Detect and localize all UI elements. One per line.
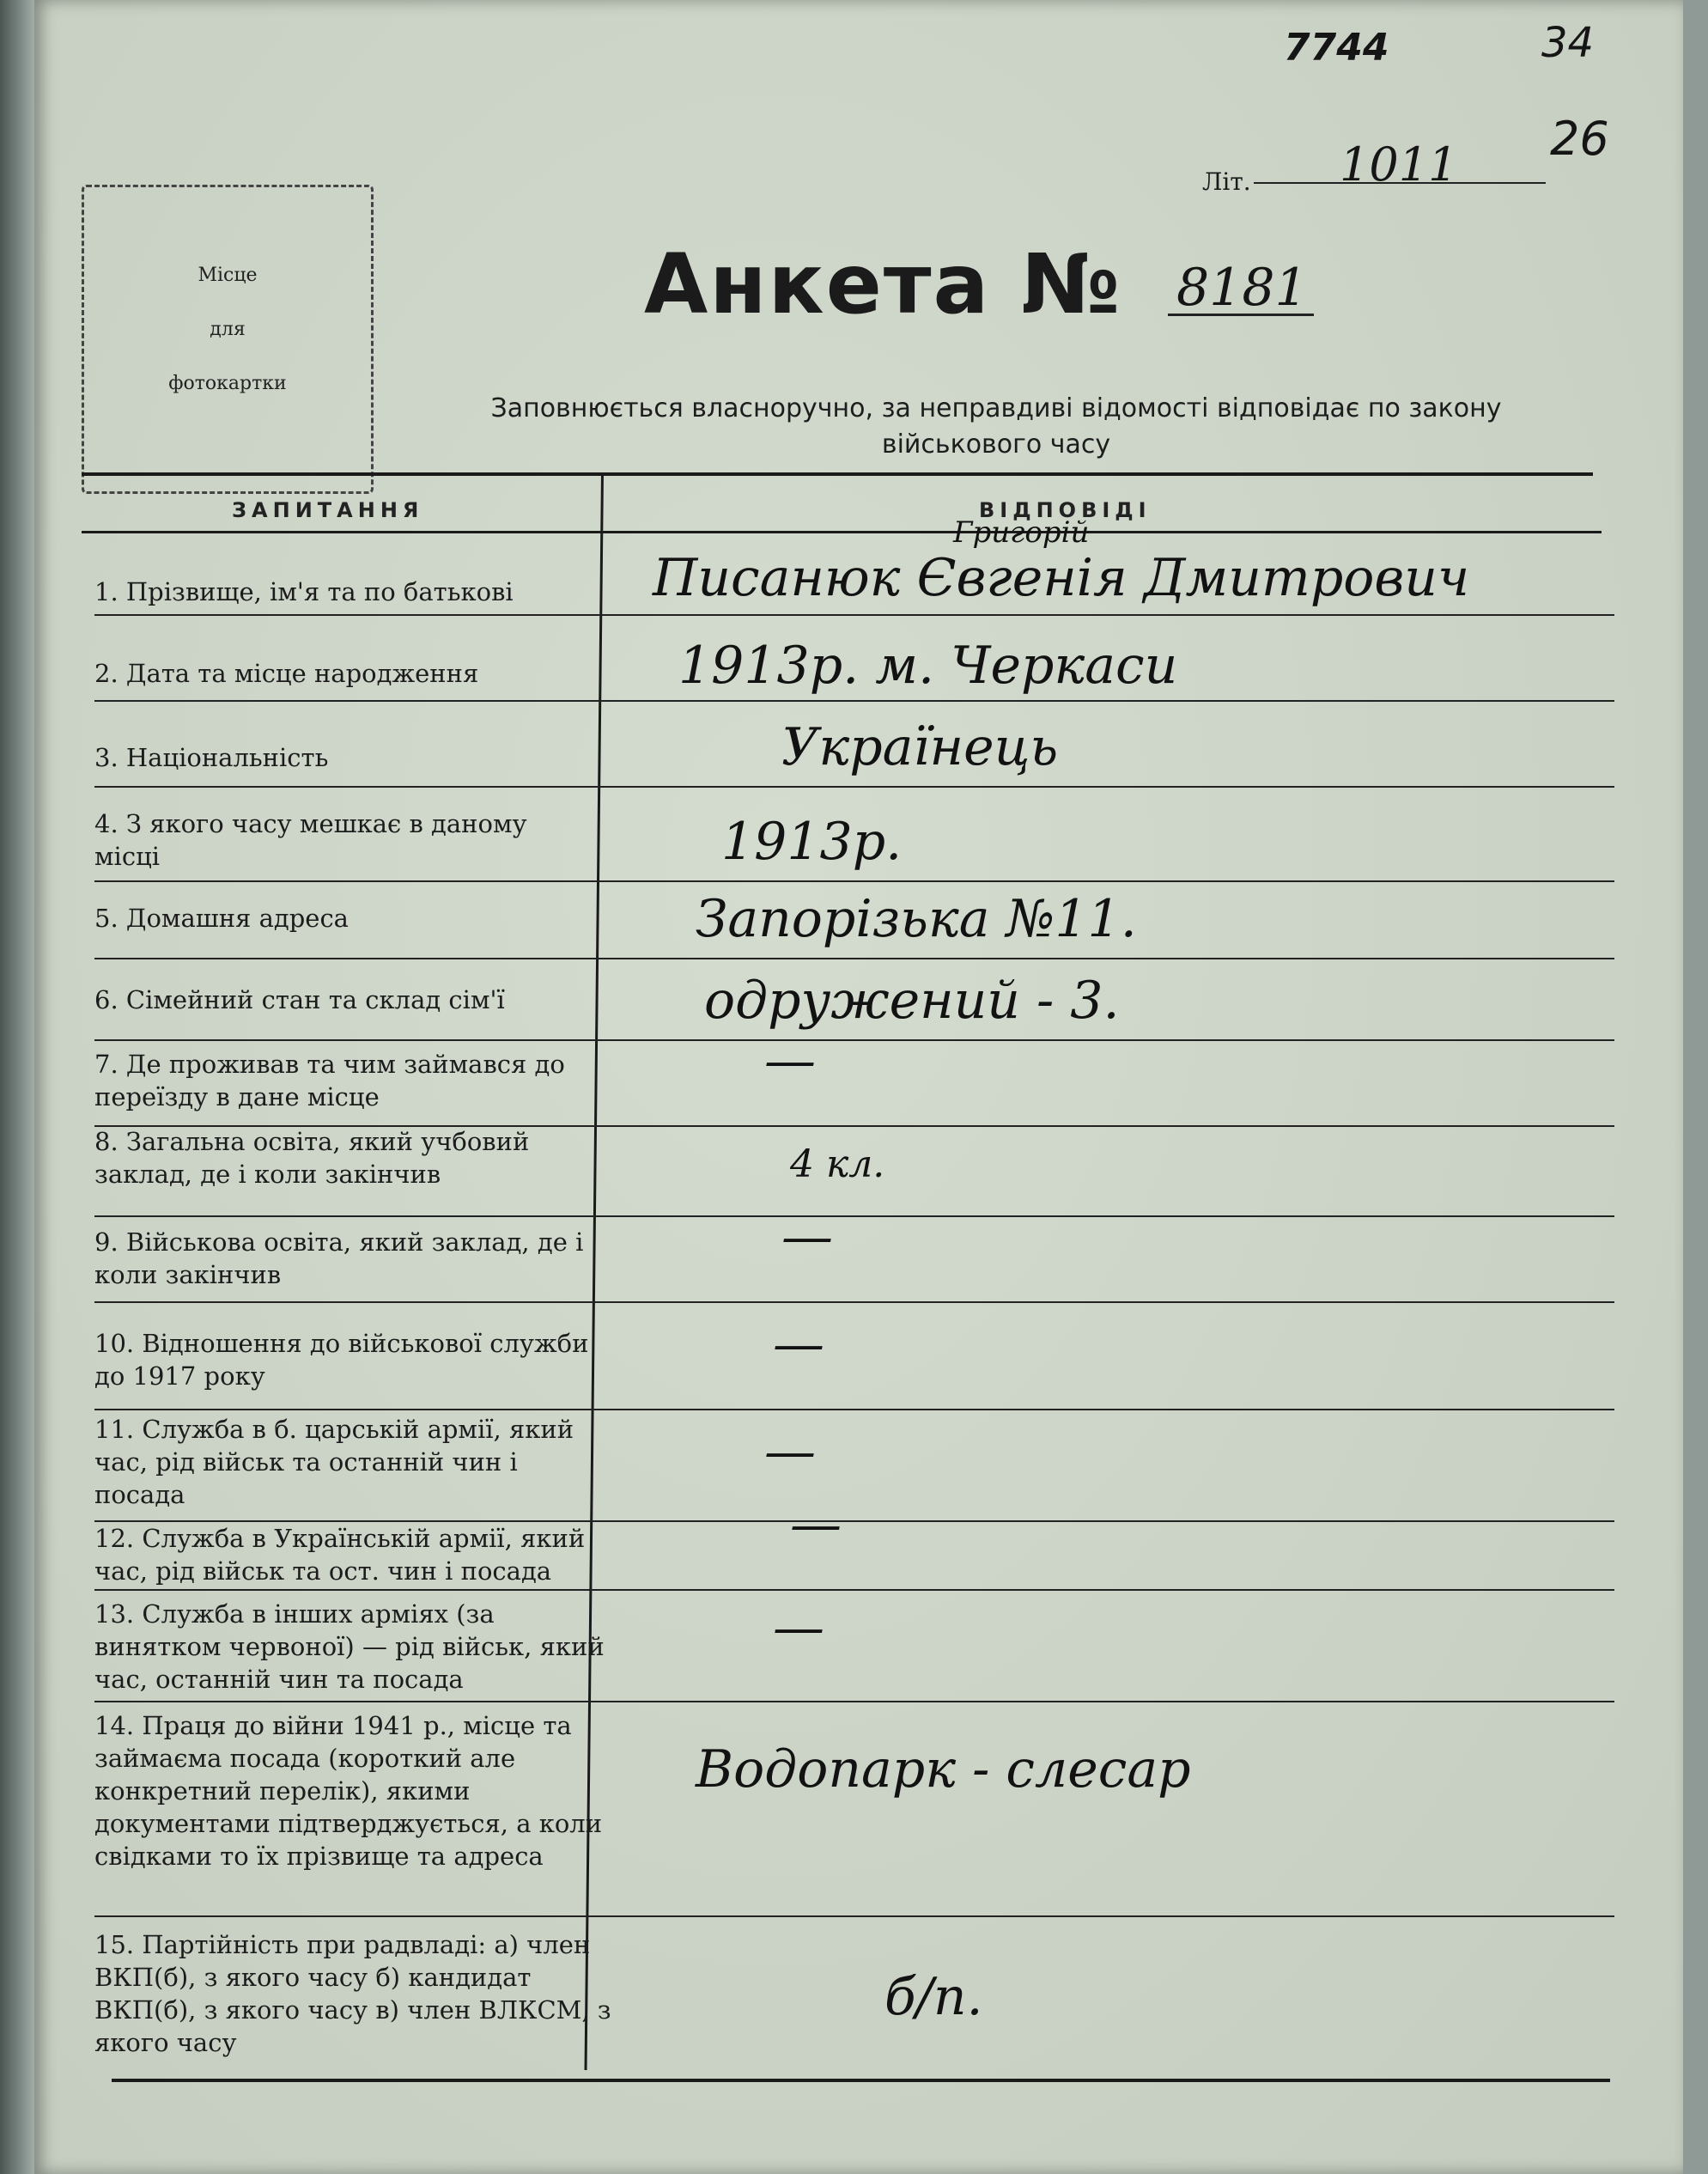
- instruction-text: Заповнюється власноручно, за неправдиві відомості відповідає по закону військового часу: [490, 393, 1502, 460]
- question-text: 14. Праця до війни 1941 р., місце та займаєма посада (короткий але конкретний перелік), якими документами підтверджується, а коли свідками то їх прізвище та адреса: [94, 1711, 603, 1871]
- table-row: [94, 1207, 1614, 1303]
- answer-text: 1913р.: [721, 812, 903, 872]
- table-row: [94, 958, 1614, 1041]
- photo-label: фотокартки: [168, 373, 287, 394]
- table-row: [94, 1495, 1614, 1591]
- table-row: [94, 1915, 1614, 2079]
- answer-text: —: [773, 1314, 824, 1374]
- table-row: [94, 614, 1614, 702]
- archive-mark: 34: [1541, 19, 1595, 67]
- questionnaire-number: 8181: [1176, 258, 1308, 318]
- answer-text: б/п.: [884, 1967, 983, 2027]
- divider: [112, 2079, 1610, 2082]
- divider: [82, 472, 1593, 476]
- question-text: 11. Служба в б. царській армії, який час, рід військ та останній чин і посада: [94, 1415, 574, 1509]
- answer-text: —: [764, 1422, 816, 1482]
- answer-text: —: [764, 1031, 816, 1091]
- table-row: [94, 700, 1614, 788]
- question-text: 12. Служба в Українській армії, який час, рід військ та ост. чин і посада: [94, 1524, 586, 1586]
- table-row: [94, 1125, 1614, 1217]
- table-row: [94, 1409, 1614, 1522]
- answer-text: Водопарк - слесар: [696, 1739, 1191, 1799]
- page-title: Анкета №: [644, 236, 1122, 332]
- question-text: 13. Служба в інших арміях (за винятком червоної) — рід військ, який час, останній чин та посада: [94, 1599, 605, 1694]
- question-text: 10. Відношення до військової служби до 1917 року: [94, 1329, 589, 1391]
- photo-label: Місце: [198, 265, 258, 286]
- table-row: [94, 1301, 1614, 1410]
- page-number-mark: 26: [1550, 112, 1609, 166]
- answer-text: Писанюк Євгенія Дмитрович: [653, 548, 1470, 608]
- question-text: 5. Домашня адреса: [94, 904, 349, 933]
- table-row: [94, 1589, 1614, 1702]
- question-text: 15. Партійність при радвладі: а) член ВКП(б), з якого часу б) кандидат ВКП(б), з якого часу в) член ВЛКСМ, з якого часу: [94, 1930, 611, 2057]
- question-text: 6. Сімейний стан та склад сім'ї: [94, 985, 505, 1014]
- answer-text: Українець: [781, 717, 1059, 777]
- lit-value: 1011: [1340, 137, 1458, 192]
- answer-text: —: [781, 1207, 833, 1267]
- question-text: 4. З якого часу мешкає в даному місці: [94, 809, 527, 871]
- answer-text: Запорізька №11.: [696, 889, 1137, 949]
- question-text: 9. Військова освіта, який заклад, де і коли закінчив: [94, 1227, 584, 1289]
- table-row: [94, 1701, 1614, 1917]
- answer-text: 4 кл.: [790, 1142, 885, 1186]
- answers-column-header: ВІДПОВІДІ: [979, 498, 1152, 522]
- number-underline: [1168, 314, 1314, 316]
- question-text: 2. Дата та місце народження: [94, 659, 479, 688]
- question-text: 3. Національність: [94, 743, 329, 772]
- table-row: [94, 880, 1614, 959]
- lit-label: Літ.: [1202, 167, 1251, 196]
- table-row: [94, 1031, 1614, 1127]
- photo-placeholder: [82, 185, 374, 494]
- questionnaire-page: [34, 0, 1683, 2174]
- answer-text: —: [773, 1598, 824, 1658]
- archive-mark: 7744: [1284, 26, 1389, 70]
- questions-column-header: ЗАПИТАННЯ: [232, 498, 424, 522]
- answer-text: 1913р. м. Черкаси: [678, 636, 1178, 696]
- answer-text: одружений - 3.: [704, 971, 1120, 1031]
- question-text: 1. Прізвище, ім'я та по батькові: [94, 577, 514, 606]
- table-row: [94, 786, 1614, 882]
- table-row: [94, 515, 1614, 616]
- answer-text: —: [790, 1495, 842, 1555]
- answer-correction: Григорій: [953, 515, 1090, 550]
- question-text: 7. Де проживав та чим займався до переїзду в дане місце: [94, 1050, 565, 1111]
- question-text: 8. Загальна освіта, який учбовий заклад, де і коли закінчив: [94, 1127, 530, 1189]
- photo-label: для: [210, 319, 246, 340]
